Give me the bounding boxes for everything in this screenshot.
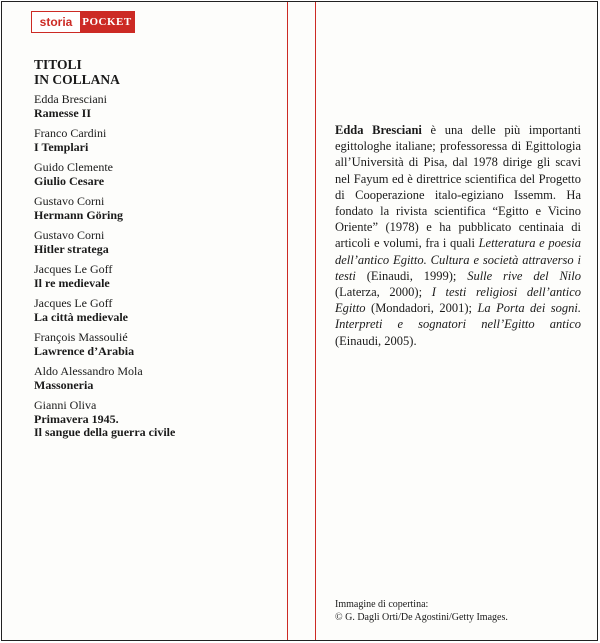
entry-title: Lawrence d’Arabia xyxy=(34,343,135,358)
bio-text: (Einaudi, 2005). xyxy=(335,333,417,348)
entry-title: Primavera 1945. xyxy=(34,411,119,426)
bio-text: è una delle più importanti egittologhe italiane; professoressa di Egittologia all’Università di Pisa, dal 1978 dirige gli scavi nel Fayum ed è direttrice scientifica del Progetto di Cooperazione italo-egiziano Issemm. Ha fondato la rivista scientifica “Egitto e Vicino Oriente” (1978) e ha pubblicato centinaia di articoli e volumi, fra i quali xyxy=(335,123,582,251)
list-item xyxy=(34,331,279,358)
entry-author: Gustavo Corni xyxy=(34,194,105,208)
entry-title: Ramesse II xyxy=(34,105,91,120)
bio-author-name: Edda Bresciani xyxy=(335,123,422,137)
author-biography xyxy=(335,122,581,349)
titles-list xyxy=(34,93,279,447)
entry-author: Guido Clemente xyxy=(34,160,113,174)
collection-heading xyxy=(34,57,120,87)
list-item xyxy=(34,297,279,324)
entry-title: Il re medievale xyxy=(34,275,110,290)
list-item xyxy=(34,399,279,440)
storia-pocket-logo xyxy=(31,11,135,33)
entry-title: Hermann Göring xyxy=(34,207,123,222)
list-item xyxy=(34,229,279,256)
bio-work-title: I testi religiosi dell’antico Egitto xyxy=(335,285,581,316)
list-item xyxy=(34,93,279,120)
list-item xyxy=(34,127,279,154)
cover-image-credits xyxy=(335,599,595,624)
brand-pocket: POCKET xyxy=(80,12,134,32)
entry-title: Massoneria xyxy=(34,377,94,392)
list-item xyxy=(34,161,279,188)
fold-rule xyxy=(315,2,316,640)
list-item xyxy=(34,195,279,222)
entry-author: Gianni Oliva xyxy=(34,398,97,412)
bio-work-title: La Porta dei sogni. Interpreti e sognatori nell’Egitto antico xyxy=(335,301,581,332)
entry-author: Franco Cardini xyxy=(34,126,107,140)
credits-label: Immagine di copertina: xyxy=(335,599,429,610)
book-flap-spread xyxy=(1,1,598,641)
bio-work-title: Letteratura e poesia dell’antico Egitto. Cultura e società attraverso i testi xyxy=(335,236,581,283)
entry-title: La città medievale xyxy=(34,309,128,324)
bio-text: (Einaudi, 1999); xyxy=(355,268,468,283)
list-item xyxy=(34,365,279,392)
bio-text: (Mondadori, 2001); xyxy=(365,301,478,316)
entry-title: Hitler stratega xyxy=(34,241,109,256)
entry-title-continued: Il sangue della guerra civile xyxy=(34,425,176,439)
entry-author: François Massoulié xyxy=(34,330,128,344)
entry-author: Gustavo Corni xyxy=(34,228,105,242)
credits-source: © G. Dagli Orti/De Agostini/Getty Images. xyxy=(335,611,508,623)
bio-text: (Laterza, 2000); xyxy=(335,285,432,300)
list-item xyxy=(34,263,279,290)
entry-title: Giulio Cesare xyxy=(34,173,105,188)
collection-heading-line1: TITOLI xyxy=(34,57,82,72)
entry-author: Jacques Le Goff xyxy=(34,262,113,276)
brand-storia: storia xyxy=(32,12,80,32)
entry-author: Aldo Alessandro Mola xyxy=(34,364,143,378)
entry-title: I Templari xyxy=(34,139,89,154)
entry-author: Edda Bresciani xyxy=(34,92,107,106)
collection-heading-line2: IN COLLANA xyxy=(34,72,120,87)
entry-author: Jacques Le Goff xyxy=(34,296,113,310)
collection-panel xyxy=(2,2,288,640)
bio-work-title: Sulle rive del Nilo xyxy=(467,268,581,283)
